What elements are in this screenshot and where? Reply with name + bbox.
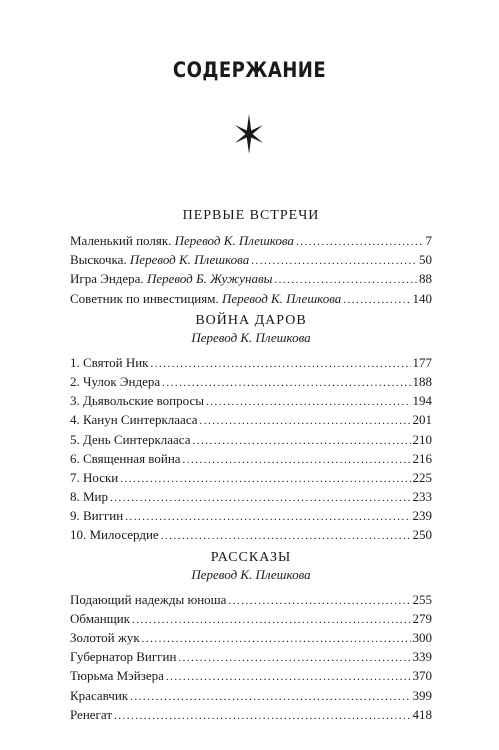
table-of-contents bbox=[70, 207, 432, 724]
entry-title: Золотой жук bbox=[70, 630, 140, 645]
section-title: ВОЙНА ДАРОВ bbox=[195, 312, 307, 328]
entry-page: 279 bbox=[412, 610, 432, 626]
leader-dots bbox=[193, 432, 411, 451]
toc-entry[interactable] bbox=[70, 590, 432, 609]
entry-page: 233 bbox=[412, 489, 432, 505]
entry-title: Ренегат bbox=[70, 706, 113, 722]
entry-title: 1. Святой Ник bbox=[70, 354, 149, 370]
leader-dots bbox=[125, 508, 410, 527]
section-title: ПЕРВЫЕ ВСТРЕЧИ bbox=[182, 208, 320, 223]
toc-entry[interactable] bbox=[70, 506, 432, 525]
entry-page: 300 bbox=[412, 630, 432, 645]
toc-entry[interactable] bbox=[70, 372, 432, 391]
leader-dots bbox=[166, 668, 411, 687]
entry-title: Тюрьма Мэйзера bbox=[70, 668, 164, 684]
entry-page: 201 bbox=[412, 412, 432, 428]
entry-title: 5. День Синтерклааса bbox=[70, 431, 191, 447]
entry-title: Выскочка. bbox=[70, 252, 127, 268]
entry-title: Игра Эндера. bbox=[70, 271, 144, 287]
entry-title: Подающий надежды юноша bbox=[70, 591, 227, 607]
entry-page: 255 bbox=[412, 591, 432, 607]
entry-title: 8. Мир bbox=[70, 489, 109, 505]
leader-dots bbox=[178, 649, 410, 668]
entry-page: 7 bbox=[425, 233, 432, 248]
entry-page: 339 bbox=[412, 649, 432, 665]
leader-dots bbox=[130, 688, 410, 707]
section-war-of-gifts bbox=[70, 312, 432, 545]
entry-page: 250 bbox=[412, 527, 432, 543]
entry-page: 239 bbox=[412, 508, 432, 524]
toc-entry[interactable] bbox=[70, 647, 432, 666]
entry-translator: Перевод Б. Жужунавы bbox=[146, 271, 273, 287]
entry-title: 2. Чулок Эндера bbox=[70, 373, 161, 389]
entry-title: 7. Носки bbox=[70, 469, 119, 485]
toc-entry[interactable] bbox=[70, 269, 432, 288]
leader-dots bbox=[151, 355, 411, 374]
entry-title: 3. Дьявольские вопросы bbox=[70, 393, 204, 409]
entry-translator: Перевод К. Плешкова bbox=[174, 233, 294, 248]
section-first-meetings bbox=[70, 207, 432, 308]
page-title: СОДЕРЖАНИЕ bbox=[172, 58, 327, 82]
toc-entry[interactable] bbox=[70, 410, 432, 429]
entry-translator: Перевод К. Плешкова bbox=[221, 290, 342, 306]
entry-page: 194 bbox=[412, 393, 432, 409]
toc-entry[interactable] bbox=[70, 686, 432, 705]
toc-entry[interactable] bbox=[70, 449, 432, 468]
toc-entry[interactable] bbox=[70, 487, 432, 506]
toc-entry[interactable] bbox=[70, 525, 432, 544]
entry-page: 225 bbox=[412, 469, 432, 485]
section-translator: Перевод К. Плешкова bbox=[191, 566, 311, 582]
entry-title: Маленький поляк. bbox=[70, 233, 172, 248]
entry-page: 50 bbox=[419, 252, 432, 268]
entry-title: Советник по инвестициям. bbox=[70, 290, 219, 306]
toc-entry[interactable] bbox=[70, 628, 432, 647]
entry-title: 6. Священная война bbox=[70, 450, 181, 466]
leader-dots bbox=[343, 291, 410, 310]
entry-page: 418 bbox=[412, 706, 432, 722]
entry-title: 10. Милосердие bbox=[70, 527, 159, 543]
toc-entry[interactable] bbox=[70, 250, 432, 269]
leader-dots bbox=[228, 592, 410, 611]
leader-dots bbox=[120, 470, 410, 489]
entry-page: 399 bbox=[412, 687, 432, 703]
entry-title: Красавчик bbox=[70, 687, 129, 703]
toc-entry[interactable] bbox=[70, 391, 432, 410]
leader-dots bbox=[183, 451, 411, 470]
entry-title: 9. Виггин bbox=[70, 508, 124, 524]
toc-entry[interactable] bbox=[70, 609, 432, 628]
entry-page: 370 bbox=[412, 668, 432, 684]
leader-dots bbox=[251, 252, 417, 271]
entry-title: Губернатор Виггин bbox=[70, 649, 177, 665]
toc-entry[interactable] bbox=[70, 289, 432, 308]
leader-dots bbox=[206, 393, 411, 412]
entry-page: 188 bbox=[412, 373, 432, 389]
section-title: РАССКАЗЫ bbox=[210, 549, 292, 565]
entry-page: 88 bbox=[419, 271, 432, 287]
section-translator: Перевод К. Плешкова bbox=[191, 329, 311, 345]
toc-entry[interactable] bbox=[70, 430, 432, 449]
toc-entry[interactable] bbox=[70, 231, 432, 250]
leader-dots bbox=[132, 611, 410, 630]
toc-entry[interactable] bbox=[70, 705, 432, 724]
leader-dots bbox=[161, 527, 411, 546]
entry-page: 210 bbox=[412, 431, 432, 447]
leader-dots bbox=[114, 707, 410, 726]
leader-dots bbox=[200, 412, 411, 431]
entry-page: 140 bbox=[412, 290, 432, 306]
section-stories bbox=[70, 549, 432, 724]
entry-title: Обманщик bbox=[70, 610, 131, 626]
entry-page: 216 bbox=[412, 450, 432, 466]
entry-title: 4. Канун Синтерклааса bbox=[70, 412, 198, 428]
toc-entry[interactable] bbox=[70, 666, 432, 685]
leader-dots bbox=[110, 489, 410, 508]
four-point-star-icon bbox=[231, 114, 267, 154]
leader-dots bbox=[296, 233, 424, 252]
toc-entry[interactable] bbox=[70, 468, 432, 487]
toc-entry[interactable] bbox=[70, 353, 432, 372]
entry-page: 177 bbox=[412, 354, 432, 370]
entry-translator: Перевод К. Плешкова bbox=[129, 252, 250, 268]
leader-dots bbox=[142, 630, 411, 649]
